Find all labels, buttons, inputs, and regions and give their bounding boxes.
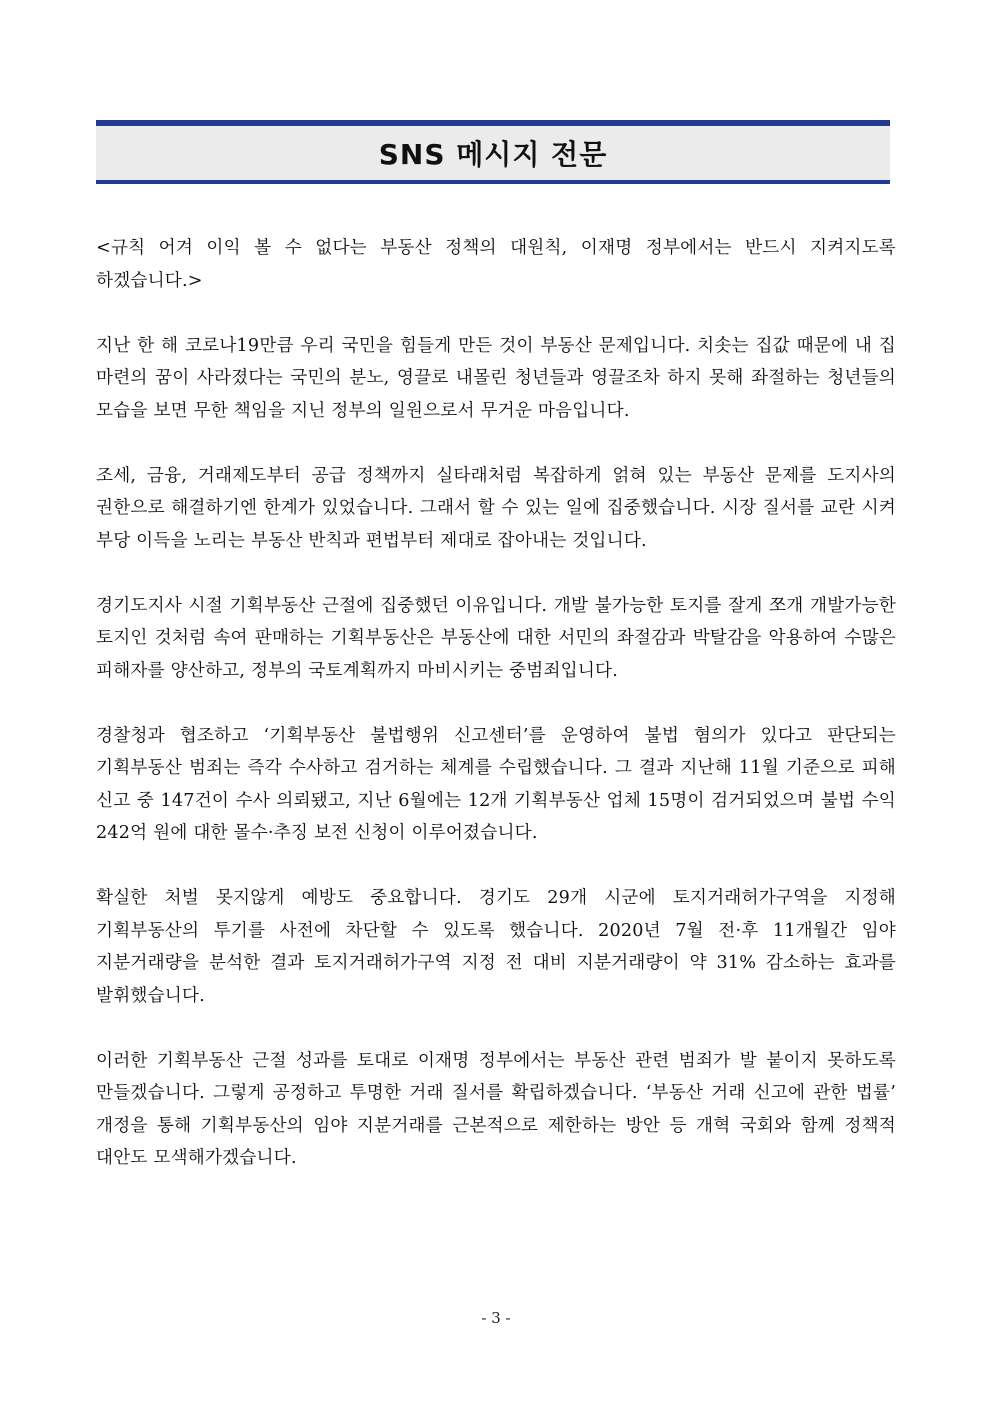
- document-body: [96, 232, 896, 1207]
- paragraph-headline: <규칙 어겨 이익 볼 수 없다는 부동산 정책의 대원칙, 이재명 정부에서는 반드시 지켜지도록 하겠습니다.>: [96, 238, 896, 291]
- page-title: SNS 메시지 전문: [378, 138, 608, 171]
- paragraph: 경기도지사 시절 기획부동산 근절에 집중했던 이유입니다. 개발 불가능한 토지를 잘게 쪼개 개발가능한 토지인 것처럼 속여 판매하는 기획부동산은 부동산에 대한 서민의 좌절감과 박탈감을 악용하여 수많은 피해자를 양산하고, 정부의 국토계획까지 마비시키는 중범죄입니다.: [96, 595, 896, 681]
- page-number: - 3 -: [481, 1309, 511, 1327]
- paragraph: 확실한 처벌 못지않게 예방도 중요합니다. 경기도 29개 시군에 토지거래허가구역을 지정해 기획부동산의 투기를 사전에 차단할 수 있도록 했습니다. 2020년 7월 전·후 11개월간 임야 지분거래량을 분석한 결과 토지거래허가구역 지정 전 대비 지분거래량이 약 31% 감소하는 효과를 발휘했습니다.: [96, 888, 896, 1006]
- paragraph: 조세, 금융, 거래제도부터 공급 정책까지 실타래처럼 복잡하게 얽혀 있는 부동산 문제를 도지사의 권한으로 해결하기엔 한계가 있었습니다. 그래서 할 수 있는 일에 집중했습니다. 시장 질서를 교란 시켜 부당 이득을 노리는 부동산 반칙과 편법부터 제대로 잡아내는 것입니다.: [96, 465, 896, 551]
- paragraph: 지난 한 해 코로나19만큼 우리 국민을 힘들게 만든 것이 부동산 문제입니다. 치솟는 집값 때문에 내 집 마련의 꿈이 사라졌다는 국민의 분노, 영끌로 내몰린 청년들과 영끌조차 하지 못해 좌절하는 청년들의 모습을 보면 무한 책임을 지닌 정부의 일원으로서 무거운 마음입니다.: [96, 335, 896, 421]
- paragraph: 경찰청과 협조하고 ‘기획부동산 불법행위 신고센터’를 운영하여 불법 혐의가 있다고 판단되는 기획부동산 범죄는 즉각 수사하고 검거하는 체계를 수립했습니다. 그 결과 지난해 11월 기준으로 피해 신고 중 147건이 수사 의뢰됐고, 지난 6월에는 12개 기획부동산 업체 15명이 검거되었으며 불법 수익 242억 원에 대한 몰수·추징 보전 신청이 이루어졌습니다.: [96, 725, 896, 843]
- paragraph: 이러한 기획부동산 근절 성과를 토대로 이재명 정부에서는 부동산 관련 범죄가 발 붙이지 못하도록 만들겠습니다. 그렇게 공정하고 투명한 거래 질서를 확립하겠습니다. ‘부동산 거래 신고에 관한 법률’ 개정을 통해 기획부동산의 임야 지분거래를 근본적으로 제한하는 방안 등 개혁 국회와 함께 정책적 대안도 모색해가겠습니다.: [96, 1050, 896, 1168]
- title-banner: [96, 120, 890, 184]
